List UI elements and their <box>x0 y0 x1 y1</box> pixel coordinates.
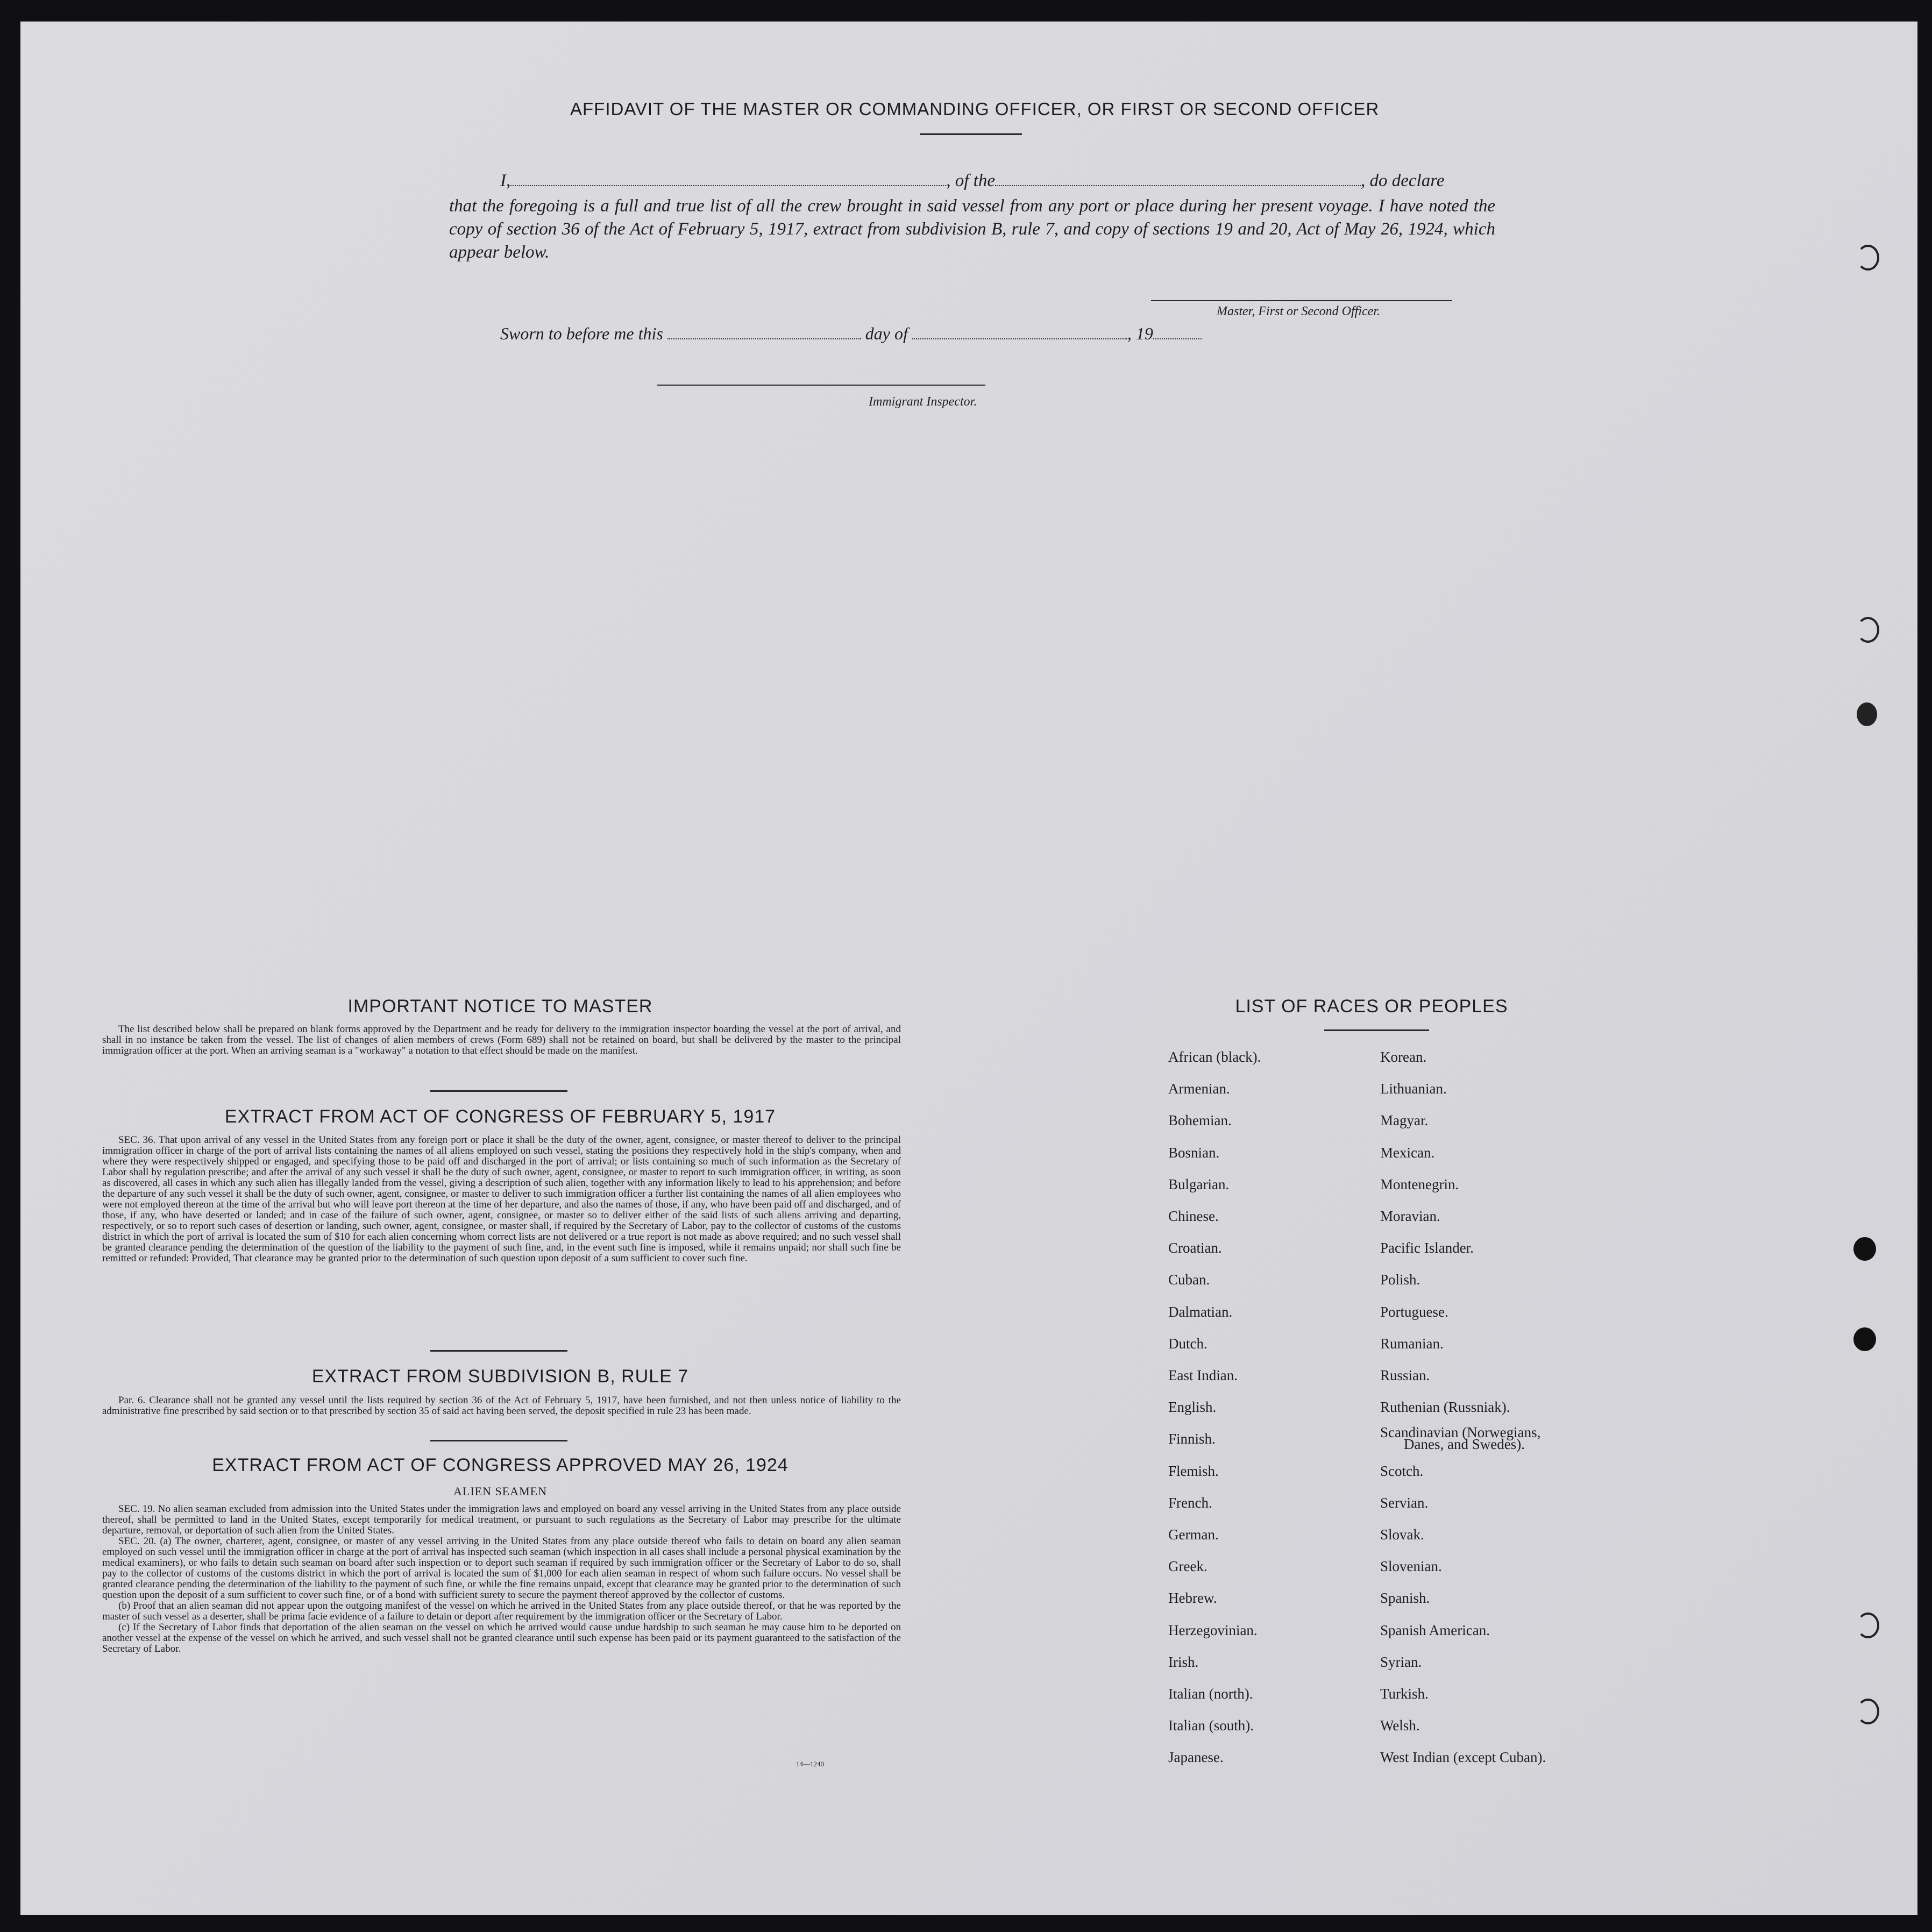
declarant-name-blank[interactable] <box>510 185 946 186</box>
scan-edge-bottom <box>0 1915 1932 1932</box>
declarant-prefix: I, <box>500 171 511 190</box>
race-item: Bulgarian. <box>1168 1176 1230 1192</box>
race-item: Slovak. <box>1380 1526 1424 1543</box>
race-item: Ruthenian (Russniak). <box>1380 1399 1510 1415</box>
rule7-title: EXTRACT FROM SUBDIVISION B, RULE 7 <box>311 1366 689 1387</box>
race-item: Hebrew. <box>1168 1590 1217 1606</box>
race-item: Cuban. <box>1168 1272 1210 1288</box>
scan-edge-right <box>1917 0 1932 1932</box>
race-item: Italian (south). <box>1168 1717 1254 1734</box>
extract-1924-title: EXTRACT FROM ACT OF CONGRESS APPROVED MAY 26, 1924 <box>212 1455 789 1475</box>
signature-caption: Master, First or Second Officer. <box>1217 304 1380 318</box>
race-item: Italian (north). <box>1168 1686 1253 1702</box>
race-item: Magyar. <box>1380 1112 1429 1128</box>
race-item: Dalmatian. <box>1168 1304 1233 1320</box>
race-item: English. <box>1168 1399 1217 1415</box>
race-item: Montenegrin. <box>1380 1176 1459 1192</box>
race-item: Polish. <box>1380 1272 1420 1288</box>
binder-hole <box>1853 1237 1876 1261</box>
vessel-prefix: , of the <box>946 171 995 190</box>
sworn-dayof: day of <box>865 324 908 343</box>
race-item: Armenian. <box>1168 1081 1230 1097</box>
race-item: Dutch. <box>1168 1336 1208 1352</box>
race-item: Irish. <box>1168 1654 1199 1670</box>
binder-hole <box>1857 1699 1879 1724</box>
divider <box>430 1440 567 1441</box>
race-item: East Indian. <box>1168 1367 1238 1383</box>
race-item: Russian. <box>1380 1367 1430 1383</box>
declare-suffix: , do declare <box>1360 171 1445 190</box>
extract-1917-text: SEC. 36. That upon arrival of any vessel in the United States from any foreign port or place it shall be the duty of the owner, agent, consignee, or master thereof to deliver to the principal immigration officer in charge of the port of arrival lists containing the names of all aliens employed on such vessel, stating the positions they respectively hold in the ship's company, when and where they were respectively shipped or engaged, and specifying those to be paid off and discharged in the port of arrival; or lists containing so much of such information as the Secretary of Labor shall by regulation prescribe; and after the arrival of any such vessel it shall be the duty of such owner, agent, consignee, or master to report to such immigration officer, in writing, as soon as discovered, all cases in which any such alien has illegally landed from the vessel, giving a description of such alien, together with any information likely to lead to his apprehension; and before the departure of any such vessel it shall be the duty of such owner, agent, consignee, or master to deliver to such immigration officer a further list containing the names of all alien employees who were not employed thereon at the time of the arrival but who will leave port thereon at the time of her departure, and also the names of those, if any, who have been paid off and discharged, and of those, if any, who have deserted or landed; and in case of the failure of such owner, agent, consignee, or master so to deliver either of the said lists of such aliens arriving and departing, respectively, or so to report such cases of desertion or landing, such owner, agent, consignee, or master shall, if required by the Secretary of Labor, pay to the collector of customs of the customs district in which the port of arrival is located the sum of $10 for each alien concerning whom correct lists are not delivered or a true report is not made as above required; and no such vessel shall be granted clearance pending the determination of the question of the liability to the payment of such fine, and, in the event such fine is imposed, while it remains unpaid; nor shall such fine be remitted or refunded: Provided, That clearance may be granted prior to the determination of such question upon deposit of a sum sufficient to cover such fine. <box>102 1134 901 1264</box>
extract-1917-title: EXTRACT FROM ACT OF CONGRESS OF FEBRUARY 5, 1917 <box>224 1106 776 1127</box>
binder-hole <box>1857 245 1879 271</box>
race-item: German. <box>1168 1526 1219 1543</box>
race-item: French. <box>1168 1495 1212 1511</box>
notice-text: The list described below shall be prepared on blank forms approved by the Department and be ready for delivery to the immigration inspector boarding the vessel at the port of arrival, and shall in no instance be taken from the vessel. The list of changes of alien members of crews (Form 689) shall not be retained on board, but shall be delivered by the master to the principal immigration officer at the port. When an arriving seaman is a "workaway" a notation to that effect should be made on the manifest. <box>102 1024 901 1056</box>
sec20c-text: (c) If the Secretary of Labor finds that deportation of the alien seaman on the vessel on which he arrived would cause undue hardship to such seaman he may cause him to be deported on another vessel at the expense of the vessel on which he arrived, and such vessel shall not be granted clearance until such expense has been paid or its payment guaranteed to the satisfaction of the Secretary of Labor. <box>102 1622 901 1654</box>
binder-hole <box>1857 617 1879 643</box>
sec20a-text: SEC. 20. (a) The owner, charterer, agent, consignee, or master of any vessel arriving in the United States from any place outside thereof who fails to detain on board any alien seaman employed on such vessel until the immigration officer in charge at the port of arrival has inspected such seaman (which inspection in all cases shall include a personal physical examination by the medical examiners), or who fails to detain such seaman on board after such inspection or to deport such seaman if required by such immigration officer or the Secretary of Labor to do so, shall pay to the collector of customs of the customs district in which the port of arrival is located the sum of $1,000 for each alien seaman in respect of whom such failure occurs. No vessel shall be granted clearance pending the determination of the liability to the payment of such fine, or while the fine remains unpaid, except that clearance may be granted prior to the determination of such question upon the deposit of a sum sufficient to cover such fine, or of a bond with sufficient surety to secure the payment thereof approved by the collector of customs. <box>102 1536 901 1601</box>
sworn-year-prefix: , 19 <box>1127 324 1153 343</box>
inspector-signature-line[interactable] <box>657 385 985 386</box>
race-item: Finnish. <box>1168 1431 1216 1447</box>
race-item: Turkish. <box>1380 1686 1429 1702</box>
extract-1924-sections <box>102 1504 901 1654</box>
declaration-line <box>500 171 1495 191</box>
race-item: African (black). <box>1168 1049 1261 1065</box>
race-item: Korean. <box>1380 1049 1427 1065</box>
sworn-year-blank[interactable] <box>1153 338 1202 339</box>
race-item: Syrian. <box>1380 1654 1422 1670</box>
rule7-text: Par. 6. Clearance shall not be granted any vessel until the lists required by section 36 of the Act of February 5, 1917, have been furnished, and not then unless notice of liability to the administrative fine prescribed by said section or to that prescribed by section 35 of said act having been served, the deposit specified in rule 23 has been made. <box>102 1395 901 1417</box>
sworn-line <box>500 324 1202 344</box>
race-item: Slovenian. <box>1380 1558 1442 1574</box>
signature-line[interactable] <box>1151 300 1452 301</box>
sec20b-text: (b) Proof that an alien seaman did not appear upon the outgoing manifest of the vessel on which he arrived in the United States from any place outside thereof, or that he was reported by the master of such vessel as a deserter, shall be prima facie evidence of a failure to detain or deport after requirement by the immigration officer or the Secretary of Labor. <box>102 1600 901 1622</box>
race-item: Flemish. <box>1168 1463 1219 1479</box>
race-item: Bosnian. <box>1168 1145 1220 1161</box>
sworn-month-blank[interactable] <box>912 338 1127 339</box>
form-number: 14—1240 <box>796 1760 824 1768</box>
extract-1924-subtitle: ALIEN SEAMEN <box>453 1484 547 1498</box>
binder-hole <box>1857 702 1877 726</box>
sworn-prefix: Sworn to before me this <box>500 324 663 343</box>
scan-edge-top <box>0 0 1932 22</box>
binder-hole <box>1857 1613 1879 1638</box>
race-item: Welsh. <box>1380 1717 1420 1734</box>
race-item: Bohemian. <box>1168 1112 1232 1128</box>
race-item: Moravian. <box>1380 1208 1440 1224</box>
race-item: Servian. <box>1380 1495 1429 1511</box>
vessel-name-blank[interactable] <box>995 185 1361 186</box>
scan-edge-left <box>0 0 20 1932</box>
race-item-continuation: Danes, and Swedes). <box>1404 1436 1525 1452</box>
race-item: Scotch. <box>1380 1463 1424 1479</box>
affidavit-body: that the foregoing is a full and true list of all the crew brought in said vessel from any port or place during her present voyage. I have noted the copy of section 36 of the Act of February 5, 1917, extract from subdivision B, rule 7, and copy of sections 19 and 20, Act of May 26, 1924, which appear below. <box>449 196 1495 262</box>
race-item: Japanese. <box>1168 1749 1224 1765</box>
divider <box>430 1350 567 1352</box>
race-item: Mexican. <box>1380 1145 1435 1161</box>
race-item: Greek. <box>1168 1558 1208 1574</box>
notice-title: IMPORTANT NOTICE TO MASTER <box>347 996 653 1017</box>
inspector-caption: Immigrant Inspector. <box>869 395 977 409</box>
races-title: LIST OF RACES OR PEOPLES <box>1235 996 1508 1017</box>
race-item: Spanish American. <box>1380 1622 1490 1638</box>
race-item: Scandinavian (Norwegians, <box>1380 1424 1541 1440</box>
divider <box>920 133 1022 135</box>
race-item: West Indian (except Cuban). <box>1380 1749 1546 1765</box>
sec19-text: SEC. 19. No alien seaman excluded from admission into the United States under the immigration laws and employed on board any vessel arriving in the United States from any place outside thereof, shall be permitted to land in the United States, except temporarily for medical treatment, or pursuant to such regulations as the Secretary of Labor may prescribe for the ultimate departure, removal, or deportation of such alien from the United States. <box>102 1503 901 1536</box>
sworn-day-blank[interactable] <box>667 338 861 339</box>
divider <box>1324 1029 1429 1031</box>
race-item: Croatian. <box>1168 1240 1222 1256</box>
race-item: Portuguese. <box>1380 1304 1448 1320</box>
divider <box>430 1090 567 1092</box>
affidavit-title: AFFIDAVIT OF THE MASTER OR COMMANDING OFFICER, OR FIRST OR SECOND OFFICER <box>570 99 1380 119</box>
race-item: Rumanian. <box>1380 1336 1444 1352</box>
race-item: Herzegovinian. <box>1168 1622 1258 1638</box>
race-item: Spanish. <box>1380 1590 1430 1606</box>
race-item: Pacific Islander. <box>1380 1240 1474 1256</box>
binder-hole <box>1853 1327 1876 1351</box>
race-item: Chinese. <box>1168 1208 1219 1224</box>
race-item: Lithuanian. <box>1380 1081 1447 1097</box>
